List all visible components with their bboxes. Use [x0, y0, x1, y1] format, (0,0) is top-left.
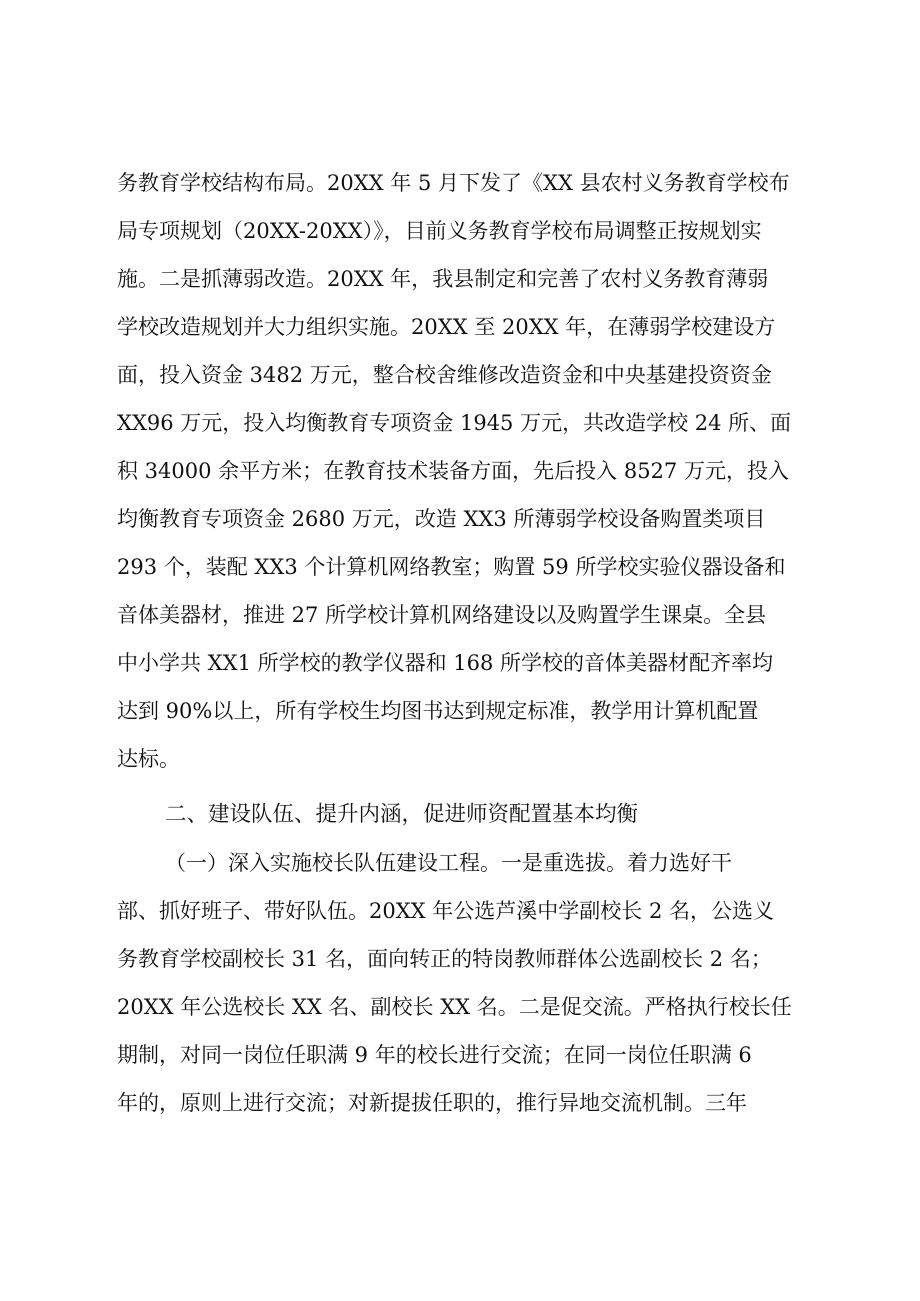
paragraph-line: 学校改造规划并大力组织实施。20XX 至 20XX 年，在薄弱学校建设方 [117, 315, 776, 339]
paragraph-line: 均衡教育专项资金 2680 万元，改造 XX3 所薄弱学校设备购置类项目 [117, 507, 766, 531]
paragraph-line: 达到 90%以上，所有学校生均图书达到规定标准，教学用计算机配置 [117, 699, 759, 723]
paragraph-line: 中小学共 XX1 所学校的教学仪器和 168 所学校的音体美器材配齐率均 [117, 651, 774, 675]
paragraph-line: 达标。 [117, 747, 180, 771]
paragraph-line: 293 个，装配 XX3 个计算机网络教室；购置 59 所学校实验仪器设备和 [117, 555, 786, 579]
paragraph-line: 务教育学校结构布局。20XX 年 5 月下发了《XX 县农村义务教育学校布 [117, 171, 790, 195]
paragraph-line: 20XX 年公选校长 XX 名、副校长 XX 名。二是促交流。严格执行校长任 [117, 995, 792, 1019]
paragraph-line: 期制，对同一岗位任职满 9 年的校长进行交流；在同一岗位任职满 6 [117, 1043, 752, 1067]
paragraph-line: 局专项规划（20XX-20XX）》，目前义务教育学校布局调整正按规划实 [117, 219, 762, 243]
paragraph-line: 音体美器材，推进 27 所学校计算机网络建设以及购置学生课桌。全县 [117, 603, 767, 627]
paragraph-line: （一）深入实施校长队伍建设工程。一是重选拔。着力选好干 [165, 851, 732, 875]
paragraph-line: 务教育学校副校长 31 名，面向转正的特岗教师群体公选副校长 2 名； [117, 947, 772, 971]
paragraph-line: 年的，原则上进行交流；对新提拔任职的，推行异地交流机制。三年 [117, 1091, 747, 1115]
paragraph-line: 施。二是抓薄弱改造。20XX 年，我县制定和完善了农村义务教育薄弱 [117, 267, 769, 291]
section-heading: 二、建设队伍、提升内涵，促进师资配置基本均衡 [165, 802, 639, 827]
paragraph-line: 部、抓好班子、带好队伍。20XX 年公选芦溪中学副校长 2 名，公选义 [117, 899, 775, 923]
paragraph-line: 积 34000 余平方米；在教育技术装备方面，先后投入 8527 万元，投入 [117, 459, 789, 483]
paragraph-line: 面，投入资金 3482 万元，整合校舍维修改造资金和中央基建投资资金 [117, 363, 772, 387]
paragraph-line: XX96 万元，投入均衡教育专项资金 1945 万元，共改造学校 24 所、面 [117, 411, 792, 435]
